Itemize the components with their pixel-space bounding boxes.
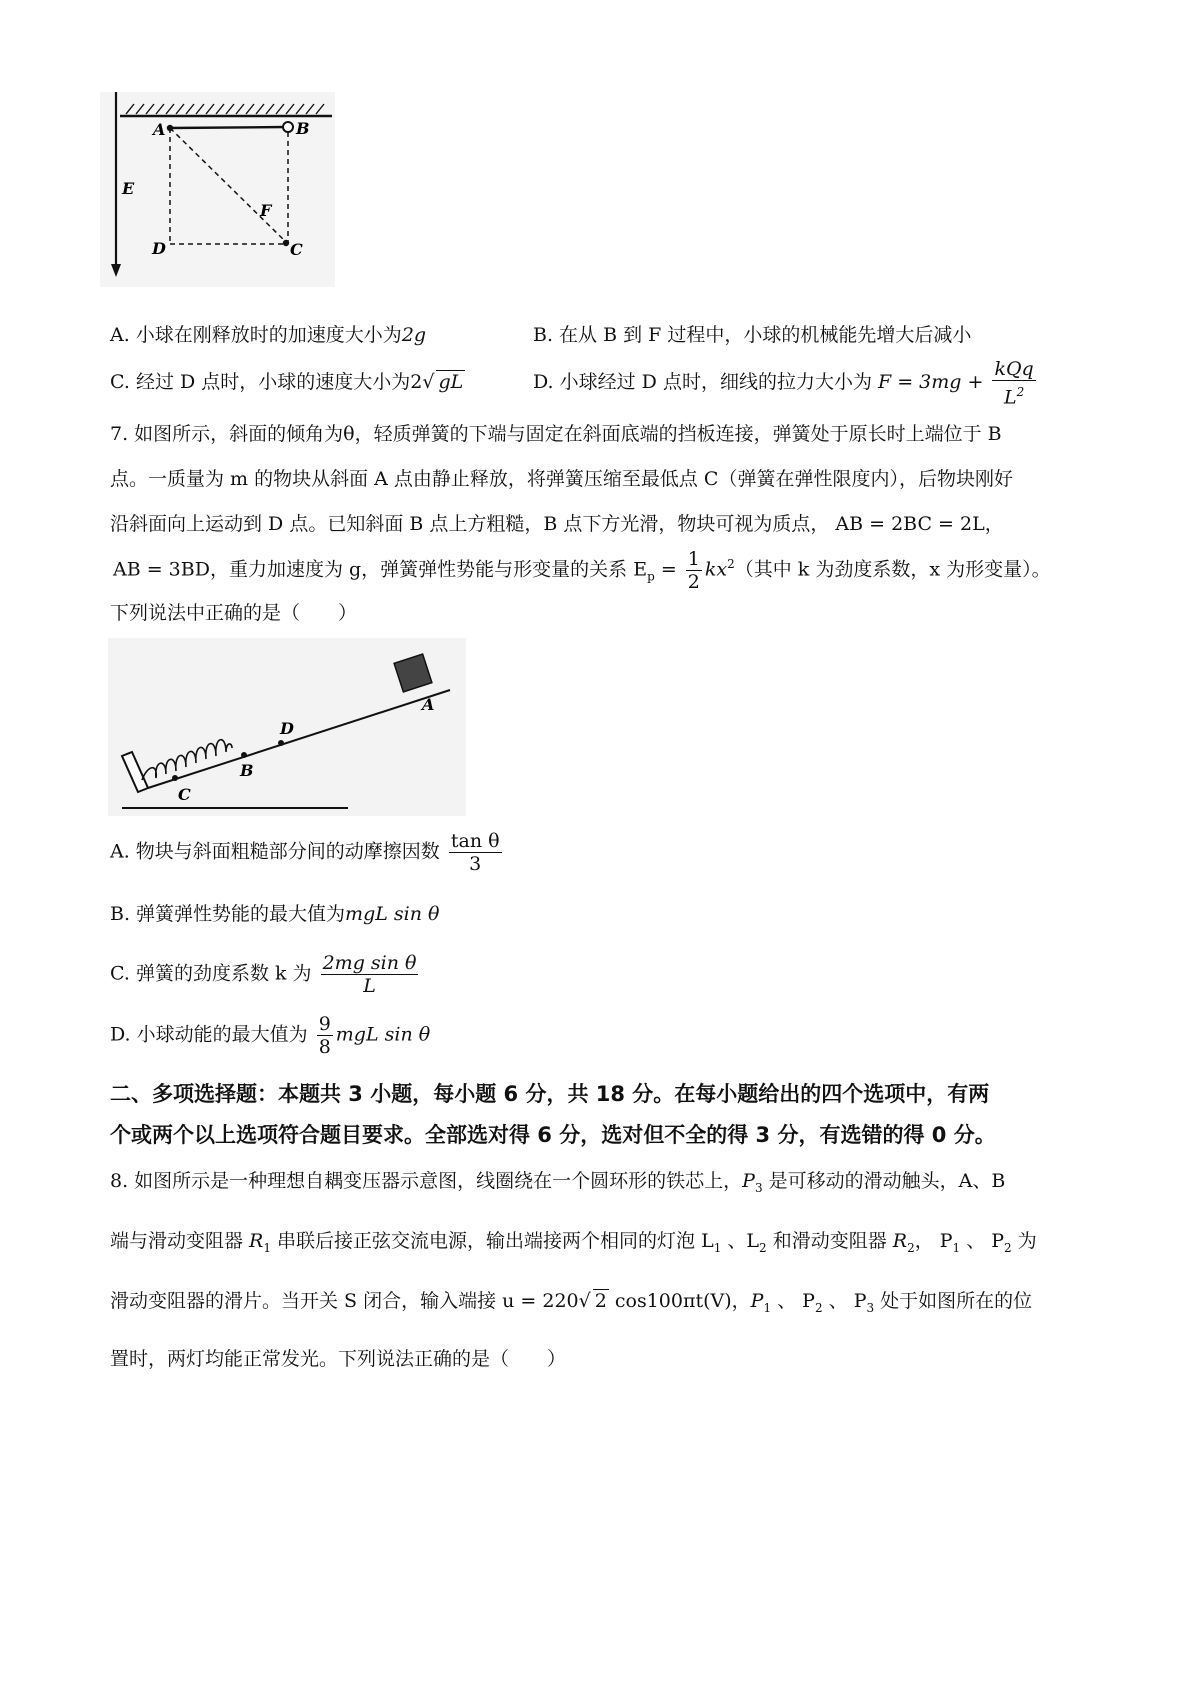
q6-option-a-expr: 2g xyxy=(401,324,427,346)
q7-option-d xyxy=(110,1013,430,1058)
q7-line-4-tail: （其中 k 为劲度系数，x 为形变量）。 xyxy=(734,558,1051,581)
q7-line-5: 下列说法中正确的是（ ） xyxy=(110,602,358,624)
q6-option-c-text: C. 经过 D 点时，小球的速度大小为 xyxy=(110,371,411,393)
q7-option-d-num: 9 xyxy=(318,1013,331,1035)
q7-option-a-text: A. 物块与斜面粗糙部分间的动摩擦因数 xyxy=(110,840,440,863)
q7-line-4 xyxy=(113,548,1051,593)
q6-option-c-coef: 2 xyxy=(410,371,423,393)
fig6-label-C: C xyxy=(290,240,303,259)
fig6-label-F: F xyxy=(260,201,272,220)
q6-option-d xyxy=(533,358,1039,408)
fig7-label-D: D xyxy=(280,719,294,738)
q8-line-2-p2-sub: 2 xyxy=(1004,1240,1012,1255)
q7-option-c-den: L xyxy=(363,975,376,997)
q6-option-b xyxy=(533,322,971,348)
q7-line-2: 点。一质量为 m 的物块从斜面 A 点由静止释放，将弹簧压缩至最低点 C（弹簧在弹性限度内），后物块刚好 xyxy=(110,468,1013,490)
q8-line-2-g: 为 xyxy=(1011,1230,1037,1252)
q7-line-4-sub: p xyxy=(647,569,655,584)
q8-line-3-b: cos100πt(V)， xyxy=(608,1290,751,1312)
q8-line-1-p-sub: 3 xyxy=(754,1180,763,1195)
q7-option-d-text: D. 小球动能的最大值为 xyxy=(110,1023,308,1046)
fig6-label-D: D xyxy=(152,239,166,258)
fig7-label-B: B xyxy=(240,761,254,780)
q8-line-2-c: 、L xyxy=(721,1230,760,1252)
q6-option-c: C. 经过 D 点时，小球的速度大小为2√ gL xyxy=(110,371,464,393)
q7-option-a-num: tan θ xyxy=(450,830,500,852)
q7-figure xyxy=(108,638,466,816)
q6-option-c-radicand: gL xyxy=(438,371,464,393)
q6-option-a-text: A. 小球在刚释放时的加速度大小为 xyxy=(110,324,402,346)
q8-line-3-d-sub: 2 xyxy=(814,1300,823,1315)
q8-line-1-text: 8. 如图所示是一种理想自耦变压器示意图，线圈绕在一个圆环形的铁芯上， xyxy=(110,1170,743,1192)
q7-line-4-fraction xyxy=(686,548,702,593)
q8-line-3-f: 处于如图所在的位 xyxy=(874,1290,1033,1312)
q7-line-1: 7. 如图所示，斜面的倾角为θ，轻质弹簧的下端与固定在斜面底端的挡板连接，弹簧处于原长时上端位于 B xyxy=(110,423,1002,445)
q8-line-2 xyxy=(110,1228,1037,1261)
q8-line-1 xyxy=(110,1168,1005,1201)
q6-option-d-denominator xyxy=(992,381,1035,408)
q7-option-c-num: 2mg sin θ xyxy=(322,952,417,974)
q6-figure xyxy=(100,92,335,287)
fig7-label-C: C xyxy=(178,785,191,804)
q8-line-1-p: P xyxy=(742,1170,755,1192)
q7-option-c-fraction xyxy=(321,952,419,997)
q8-line-2-b: 串联后接正弦交流电源，输出端接两个相同的灯泡 L xyxy=(271,1230,714,1252)
q7-option-a-den: 3 xyxy=(469,853,482,875)
q7-line-4-num: 1 xyxy=(687,548,700,570)
fig6-label-B: B xyxy=(296,119,310,138)
q8-line-3-d: 、 P xyxy=(771,1290,815,1312)
q7-line-4-text: AB = 3BD，重力加速度为 g，弹簧弹性势能与形变量的关系 E xyxy=(113,558,648,581)
q8-line-3: 滑动变阻器的滑片。当开关 S 闭合，输入端接 u = 220√ 2 cos100πt(V)，$P_1$ 、 $P_2$ 、 $P_3$ 处于如图所在的位 xyxy=(110,1290,1033,1315)
q8-line-2-r1-sub: 1 xyxy=(263,1240,271,1255)
q7-option-c xyxy=(110,952,421,997)
q8-line-2-a: 端与滑动变阻器 xyxy=(110,1230,250,1252)
q6-option-b-text: B. 在从 B 到 F 过程中，小球的机械能先增大后减小 xyxy=(533,324,972,346)
q7-option-b xyxy=(110,901,439,927)
q6-option-d-fraction xyxy=(992,358,1035,408)
q8-line-2-e: ， P xyxy=(914,1230,953,1252)
q8-line-2-r2: R xyxy=(892,1230,908,1252)
q8-line-3-sqrt: 2 xyxy=(594,1290,607,1312)
fig6-label-E: E xyxy=(122,179,135,198)
q6-option-a xyxy=(110,322,426,348)
q8-line-3-e-sub: 3 xyxy=(866,1300,875,1315)
q7-line-4-den: 2 xyxy=(687,571,700,593)
q7-option-a xyxy=(110,830,505,875)
q8-line-3-c-sub: 1 xyxy=(763,1300,772,1315)
q6-option-d-den-base: L xyxy=(1003,386,1017,409)
q7-option-a-fraction xyxy=(449,830,502,875)
q7-option-b-text: B. 弹簧弹性势能的最大值为 xyxy=(110,903,346,925)
q8-line-2-l2-sub: 2 xyxy=(759,1240,767,1255)
q8-line-2-d: 和滑动变阻器 xyxy=(766,1230,893,1252)
q7-option-d-expr: mgL sin θ xyxy=(335,1023,431,1046)
q7-line-4-sup: 2 xyxy=(727,557,735,572)
q7-option-d-fraction xyxy=(317,1013,333,1058)
q8-line-2-f: 、 P xyxy=(960,1230,1005,1252)
q6-option-d-lhs: F = 3mg + xyxy=(878,371,984,394)
q7-line-4-eq: = xyxy=(654,558,683,581)
q8-line-2-p1-sub: 1 xyxy=(952,1240,961,1255)
section-2-heading-line-1: 二、多项选择题：本题共 3 小题，每小题 6 分，共 18 分。在每小题给出的四个选项中，有两 xyxy=(110,1082,990,1106)
q7-line-4-kx: kx xyxy=(704,558,728,581)
q8-line-3-a: 滑动变阻器的滑片。当开关 S 闭合，输入端接 u = 220 xyxy=(110,1290,579,1312)
q7-option-b-expr: mgL sin θ xyxy=(345,903,440,925)
q8-line-2-r1: R xyxy=(249,1230,264,1252)
q8-line-2-r2-sub: 2 xyxy=(907,1240,915,1255)
q7-option-d-den: 8 xyxy=(318,1036,331,1058)
q7-option-c-text: C. 弹簧的劲度系数 k 为 xyxy=(110,962,312,985)
q8-line-2-l1-sub: 1 xyxy=(713,1240,722,1255)
fig7-label-A: A xyxy=(422,695,435,714)
section-2-heading-line-2: 个或两个以上选项符合题目要求。全部选对得 6 分，选对但不全的得 3 分，有选错的得 0 分。 xyxy=(110,1123,996,1147)
q8-line-3-e: 、 P xyxy=(822,1290,867,1312)
q6-option-d-numerator: kQq xyxy=(994,358,1034,380)
q7-line-3: 沿斜面向上运动到 D 点。已知斜面 B 点上方粗糙，B 点下方光滑，物块可视为质点， AB = 2BC = 2L， xyxy=(110,513,1004,535)
q8-line-4: 置时，两灯均能正常发光。下列说法正确的是（ ） xyxy=(110,1348,567,1370)
fig6-label-A: A xyxy=(153,120,166,139)
q6-option-d-text: D. 小球经过 D 点时，细线的拉力大小为 xyxy=(533,371,872,394)
q8-line-3-c: P xyxy=(750,1290,764,1312)
q6-option-d-den-sup: 2 xyxy=(1016,385,1025,399)
q8-line-1-tail: 是可移动的滑动触头，A、B xyxy=(762,1170,1006,1192)
